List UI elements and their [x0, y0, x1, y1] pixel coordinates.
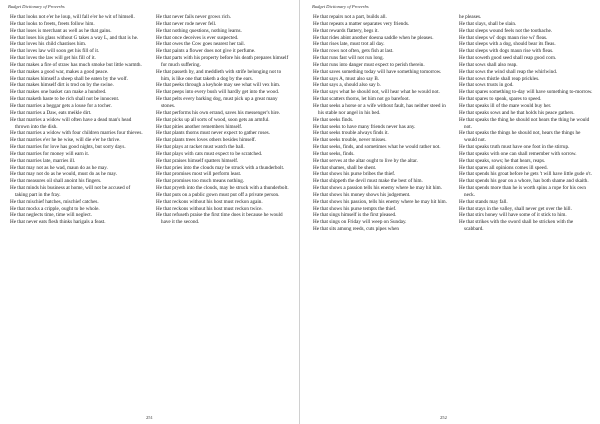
proverb-entry: He that sings on Friday will weep on Sunday.	[313, 219, 407, 226]
proverb-entry: He that promises most will perform least.	[156, 171, 242, 178]
proverb-entry: He that rides abint another doesna saddle when he pleases.	[313, 34, 434, 41]
proverb-entry: He that pelts every barking dog, must pick up a great many stones.	[156, 96, 278, 109]
proverb-entry: He that spares something to-day will have something to-morrow.	[459, 89, 593, 96]
proverb-entry: He that shames, shall be shent.	[313, 164, 377, 171]
proverb-entry: He that speaks, sows; he that hears, reaps.	[459, 157, 546, 164]
proverb-entry: He that shows a passion tells his enemy where he may hit him.	[313, 185, 442, 192]
proverb-entry: He that marries a widow will often have a dead man's head thrown into the dish.	[10, 116, 132, 130]
proverb-entry: He that loses his glass without G takes a way L, and that is he.	[10, 34, 139, 41]
proverb-entry: He that sings himself is the first pleased.	[313, 212, 397, 219]
proverb-entry: He that reckons without his host must reckon twice.	[156, 205, 263, 212]
proverb-entry: He that shippeth the devil must make the best of him.	[313, 178, 423, 185]
column-left	[313, 14, 447, 233]
proverb-entry: He that plays at racket must watch the ball.	[156, 144, 245, 151]
proverb-entry: He that never fails never grows rich.	[156, 14, 231, 20]
proverb-entry: He that marries for money will earn it.	[10, 150, 90, 157]
proverb-entry: He that spends more than he is worth spins a rope for his own neck.	[459, 185, 586, 198]
proverb-entry: He that rises late, must trot all day.	[313, 41, 385, 48]
proverb-entry: He that seeks trouble always finds it.	[313, 130, 389, 137]
proverb-entry: He that sleeps wi' dogs maun rise wi' fleas.	[459, 34, 548, 41]
proverb-entry: He that seeks to have many friends never has any.	[313, 123, 416, 130]
proverb-entry: He that peeks through a keyhole may see what will vex him.	[156, 82, 281, 89]
proverb-entry: He that speaks the things he should not, hears the things he would not.	[459, 130, 581, 144]
proverb-entry: He that speaks the thing he should not hears the thing he would not.	[459, 116, 590, 130]
proverb-entry: He that sits among reeds, cuts pipes when	[313, 226, 399, 233]
proverb-entry: He that loves the law will get his fill of it.	[10, 55, 96, 62]
proverb-entry: He that shows his money shows his judgement.	[313, 191, 411, 198]
proverb-entry: He that saves something today will have something tomorrow.	[313, 68, 442, 75]
proverb-entry: He that stands may fall.	[459, 198, 508, 205]
proverb-entry: He that minds his business at home, will not be accused of taking part in the fray.	[10, 185, 131, 198]
proverb-entry: He that scatters thorns, let him not go barefoot.	[313, 96, 410, 103]
proverb-entry: He that sows the wind shall reap the whirlwind.	[459, 68, 558, 75]
proverb-entry: He that marries a beggar gets a louse for a tocher.	[10, 102, 112, 109]
proverb-entry: He that repairs not a part, builds all.	[313, 14, 387, 20]
proverb-entry: He that seeks finds.	[313, 116, 354, 123]
proverb-entry: He that mischief hatches, mischief catches.	[10, 198, 99, 205]
proverb-entry: He that marries e'er he be wise, will die e'er he thrive.	[10, 137, 121, 144]
proverb-entry: He that serves at the altar ought to live by the altar.	[313, 157, 418, 164]
proverb-entry: He that runs into danger must expect to perish therein.	[313, 61, 425, 68]
proverb-entry: He that seeks, finds, and sometimes what he would rather not.	[313, 144, 441, 151]
running-header: Budget Dictionary of Proverbs	[8, 4, 65, 9]
proverb-entry: He that says A, must also say B.	[313, 75, 380, 82]
proverb-entry: He that shows his passion, tells his enemy where he may hit him.	[313, 198, 447, 205]
proverb-entry: He that mocks a cripple, ought to be whole.	[10, 205, 100, 212]
proverb-entry: He that sows thistle shall reap prickles.	[459, 75, 540, 82]
proverb-entry: He that plants trees loves others besides himself.	[156, 137, 256, 144]
proverb-entry: He that marries a Daw, eats meikle dirt.	[10, 109, 92, 116]
proverb-entry: He that never rode never fell.	[156, 20, 217, 27]
proverb-entry: He that looks not e'er he loup, will fall e'er he wit of himsell.	[10, 14, 135, 20]
proverb-entry: He that nothing questions, nothing learns.	[156, 27, 242, 34]
proverb-entry: He that marries for love has good nights, but sorry days.	[10, 144, 126, 151]
proverb-entry: He that marries a widow with four children marries four thieves.	[10, 130, 143, 137]
proverb-entry: He that picks up all sorts of wood, soon gets an armful.	[156, 116, 270, 123]
proverb-entry: He that makes a fire of straw has much smoke but little warmth.	[10, 61, 142, 68]
proverb-entry: He that may not as he wad, maun do as he may.	[10, 164, 108, 171]
proverb-entry: He that speaks ill of the mare would buy her.	[459, 102, 552, 109]
proverb-entry: He that slays, shall be slain.	[459, 20, 517, 27]
proverb-entry: He that passeth by, and meddleth with strife belonging not to him, is like one that taketh a dog by the ears.	[156, 68, 282, 82]
proverb-entry: He that looks to freets, freets follow him.	[10, 20, 95, 27]
proverb-entry: He that never eats flesh thinks harigals a feast.	[10, 219, 106, 226]
proverb-entry: He that stays in the valley, shall never get over the hill.	[459, 205, 572, 212]
text-columns	[313, 14, 593, 233]
proverb-entry: He that marries late, marries ill.	[10, 157, 76, 164]
proverb-entry: He that maketh haste to be rich shall not be innocent.	[10, 96, 120, 103]
running-header: Budget Dictionary of Proverbs	[312, 4, 369, 9]
proverb-entry: He that says what he should not, will hear what he would not.	[313, 89, 440, 96]
proverb-entry: He that speaks truth must have one foot in the stirrup.	[459, 144, 570, 151]
proverb-entry: He that makes himself a sheep shall be eaten by the wolf.	[10, 75, 128, 82]
proverb-entry: He that speaks sows and he that holds his peace gathers.	[459, 109, 575, 116]
column-right	[459, 14, 593, 233]
proverb-entry: he pleases.	[459, 14, 482, 20]
proverb-entry: He that plants thorns must never expect to gather roses.	[156, 130, 270, 137]
proverb-entry: He that spends his gear on a whore, has both shame and skaith.	[459, 178, 589, 185]
proverb-entry: He that measures oil shall anoint his fingers.	[10, 178, 102, 185]
proverb-entry: He that loves law will soon get his fill of it.	[10, 48, 100, 55]
proverb-entry: He that shows his purse tempts the thief.	[313, 205, 397, 212]
proverb-entry: He that spares to speak, spares to speed.	[459, 96, 542, 103]
proverb-entry: He that repeats a matter separates very friends.	[313, 20, 410, 27]
proverb-entry: He that spends his groat before he gets 't will have little gude o't.	[459, 171, 592, 178]
proverb-entry: He that spares all opinions comes ill speed.	[459, 164, 548, 171]
page-number: 252	[440, 415, 447, 420]
proverb-entry: He that shows his purse bribes the thief.	[313, 171, 396, 178]
proverb-entry: He that neglects time, time will neglect.	[10, 212, 92, 219]
page-number: 251	[146, 415, 153, 420]
right-page	[300, 0, 600, 424]
column-left	[10, 14, 144, 226]
proverb-entry: He that refuseth praise the first time does it because he would have it the second.	[156, 212, 283, 226]
proverb-entry: He that strikes with the sword shall be stricken with the scabbard.	[459, 219, 574, 233]
proverb-entry: He that paints a flower does not give it perfume.	[156, 48, 256, 55]
proverb-entry: He that loves his child chastises him.	[10, 41, 87, 48]
proverb-entry: He that pries into the clouds may be struck with a thunderbolt.	[156, 164, 285, 171]
column-right	[156, 14, 290, 226]
proverb-entry: He that says a, should also say b.	[313, 82, 381, 89]
proverb-entry: He that sows shall also reap.	[459, 61, 518, 68]
proverb-entry: He that may not do as he would, must do as he may.	[10, 171, 118, 178]
text-columns	[10, 14, 290, 226]
proverb-entry: He that sows trusts in god.	[459, 82, 514, 89]
proverb-entry: He that peeps into every bush will hardly get into the wood.	[156, 89, 280, 96]
proverb-entry: He that seeks a horse or a wife without fault, has neither steed in his stable nor angel in his bed.	[313, 102, 446, 116]
proverb-entry: He that rows not often, gets fish at last.	[313, 48, 394, 55]
proverb-entry: He that pities another remembers himself.	[156, 123, 243, 130]
proverb-entry: He that speaks with one can shall remember with sorrow.	[459, 150, 577, 157]
proverb-entry: He that runs fast will not run long.	[313, 55, 384, 62]
proverb-entry: He that seeks trouble, never misses.	[313, 137, 387, 144]
proverb-entry: He that pryeth into the clouds, may be struck with a thunderbolt.	[156, 185, 289, 192]
proverb-entry: He that makes himself dirt is trod on by the swine.	[10, 82, 114, 89]
proverb-entry: He that makes a good war, makes a good peace.	[10, 68, 109, 75]
proverb-entry: He that loses is merchant as well as he that gains.	[10, 27, 112, 34]
proverb-entry: He that makes one basket can make a hundred.	[10, 89, 107, 96]
proverb-entry: He that promises too much means nothing.	[156, 178, 245, 185]
proverb-entry: He that seeks, finds.	[313, 150, 355, 157]
proverb-entry: He that sleeps wound feels not the toothache.	[459, 27, 553, 34]
proverb-entry: He that rewards flattery, begs it.	[313, 27, 379, 34]
proverb-entry: He that owes the Cow goes nearest her tail.	[156, 41, 245, 48]
proverb-entry: He that performs his own errand, saves his messenger's hire.	[156, 109, 281, 116]
proverb-entry: He that stirs honey will have some of it stick to him.	[459, 212, 567, 219]
proverb-entry: He that plays with cats must expect to be scratched.	[156, 150, 263, 157]
proverb-entry: He that sleeps with dogs maun rise with fleas.	[459, 48, 554, 55]
proverb-entry: He that parts with his property before his death prepares himself for much suffering.	[156, 55, 289, 68]
proverb-entry: He that puts on a public gown must put off a private person.	[156, 191, 280, 198]
proverb-entry: He that sleeps with a dog, should bear its fleas.	[459, 41, 556, 48]
proverb-entry: He that once deceives is ever suspected.	[156, 34, 239, 41]
proverb-entry: He that reckons without his host must reckon again.	[156, 198, 263, 205]
proverb-entry: He that praises himself spatters himself.	[156, 157, 239, 164]
proverb-entry: He that soweth good seed shall reap good corn.	[459, 55, 557, 62]
